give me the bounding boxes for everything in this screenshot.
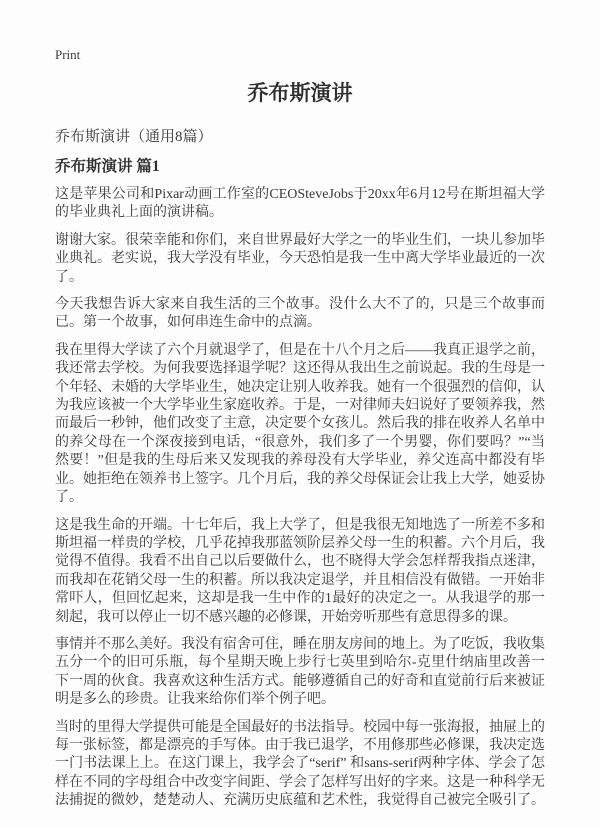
page-title: 乔布斯演讲 xyxy=(247,81,353,105)
document-subtitle: 乔布斯演讲（通用8篇） xyxy=(55,129,213,145)
print-link[interactable]: Print xyxy=(55,47,81,62)
paragraph-greeting: 谢谢大家。很荣幸能和你们，来自世界最好大学之一的毕业生们，一块儿参加毕业典礼。老实说，我大学没有毕业，今天恐怕是我一生中离大学毕业最近的一次了。 xyxy=(55,232,545,285)
paragraph-adoption-story: 我在里得大学读了六个月就退学了，但是在十八个月之后——我真正退学之前，我还常去学校。为何我要选择退学呢？这还得从我出生之前说起。我的生母是一个年轻、未婚的大学毕业生，她决定让别人收养我。她有一个很强烈的信仰，认为我应该被一个大学毕业生家庭收养。于是，一对律师夫妇说好了要领养我，然而最后一秒钟，他们改变了主意，决定要个女孩儿。然后我的排在收养人名单中的养父母在一个深夜接到电话，“很意外，我们多了一个男婴，你们要吗？”“当然要！”但是我的生母后来又发现我的养母没有大学毕业，养父连高中都没有毕业。她拒绝在领养书上签字。几个月后，我的养父母保证会让我上大学，她妥协了。 xyxy=(55,342,545,506)
article-body xyxy=(55,186,545,811)
paragraph-dropout-decision: 这是我生命的开端。十七年后，我上大学了，但是我很无知地选了一所差不多和斯坦福一样贵的学校，几乎花掉我那蓝领阶层养父母一生的积蓄。六个月后，我觉得不值得。我看不出自己以后要做什么，也不晓得大学会怎样帮我指点迷津，而我却在花销父母一生的积蓄。所以我决定退学，并且相信没有做错。一开始非常吓人，但回忆起来，这却是我一生中作的1最好的决定之一。从我退学的那一刻起，我可以停止一切不感兴趣的必修课，开始旁听那些有意思得多的课。 xyxy=(55,517,545,625)
section-heading: 乔布斯演讲 篇1 xyxy=(55,158,160,175)
paragraph-three-stories: 今天我想告诉大家来自我生活的三个故事。没什么大不了的，只是三个故事而已。第一个故事，如何串连生命中的点滴。 xyxy=(55,297,545,331)
paragraph-dropout-life: 事情并不那么美好。我没有宿舍可住，睡在朋友房间的地上。为了吃饭，我收集五分一个的旧可乐瓶，每个星期天晚上步行七英里到哈尔-克里什纳庙里改善一下一周的伙食。我喜欢这种生活方式。能够遵循自己的好奇和直觉前行后来被证明是多么的珍贵。让我来给你们举个例子吧。 xyxy=(55,636,545,708)
paragraph-intro: 这是苹果公司和Pixar动画工作室的CEOSteveJobs于20xx年6月12号在斯坦福大学的毕业典礼上面的演讲稿。 xyxy=(55,187,545,221)
paragraph-calligraphy: 当时的里得大学提供可能是全国最好的书法指导。校园中每一张海报，抽屉上的每一张标签，都是漂亮的手写体。由于我已退学，不用修那些必修课，我决定选一门书法课上上。在这门课上，我学会了“serif” 和sans-serif两种字体、学会了怎样在不同的字母组合中改变字间距、学会了怎样写出好的字来。这是一种科学无法捕捉的微妙，楚楚动人、充满历史底蕴和艺术性，我觉得自己被完全吸引了。 xyxy=(55,719,545,809)
